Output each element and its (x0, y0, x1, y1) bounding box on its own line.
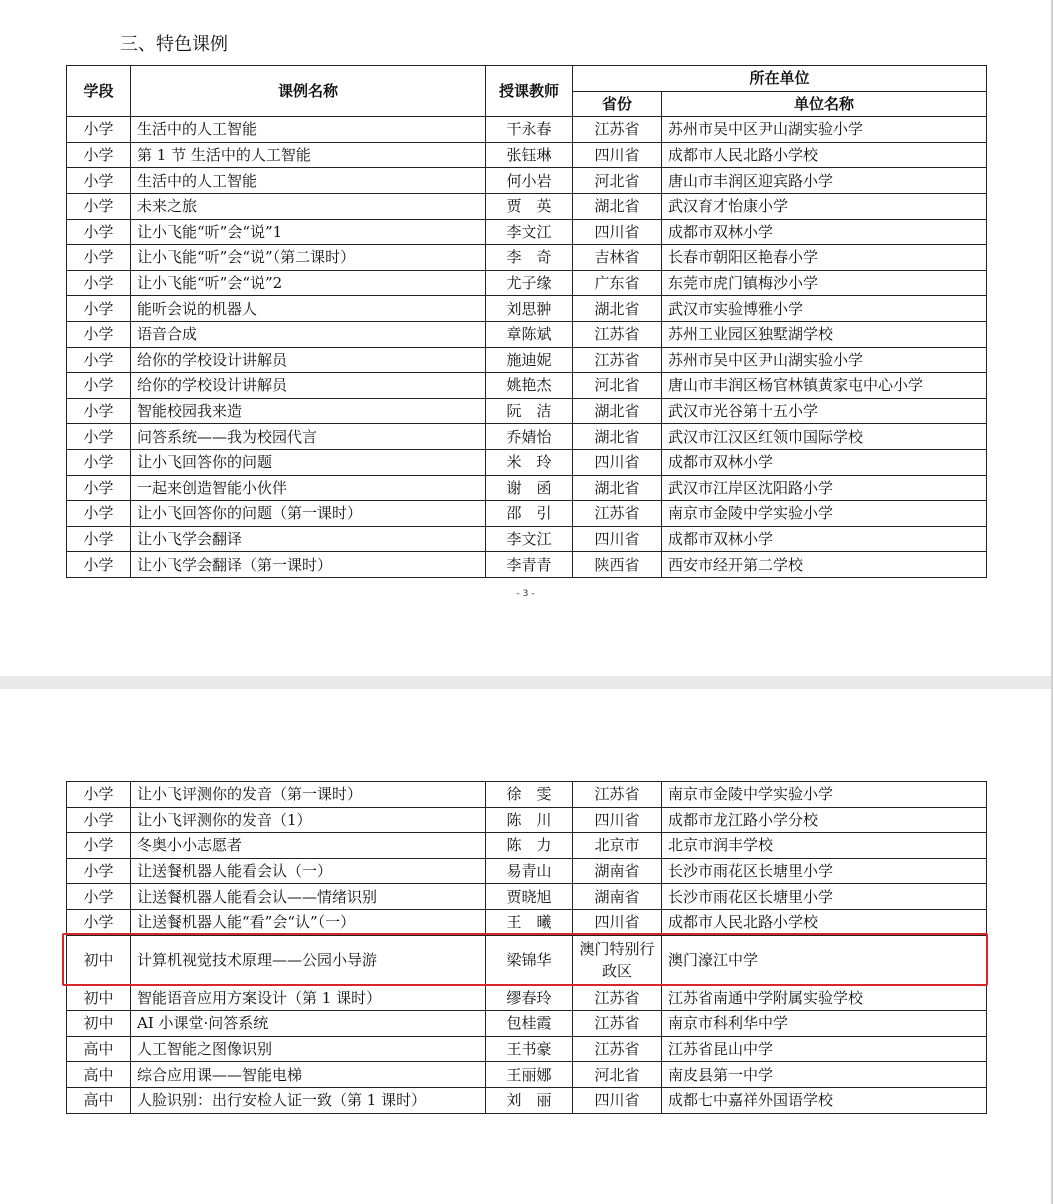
cell-unit-name: 成都七中嘉祥外国语学校 (662, 1087, 987, 1113)
cell-stage: 小学 (67, 193, 131, 219)
table-row (67, 398, 987, 424)
cell-course-name: 综合应用课——智能电梯 (131, 1062, 486, 1088)
cell-course-name: 让送餐机器人能看会认——情绪识别 (131, 884, 486, 910)
cell-course-name: 智能校园我来造 (131, 398, 486, 424)
cell-unit-name: 苏州工业园区独墅湖学校 (662, 321, 987, 347)
cell-province: 江苏省 (573, 501, 662, 527)
cell-stage: 小学 (67, 552, 131, 578)
highlight-annotation-box (62, 933, 988, 986)
cell-course-name: 让小飞回答你的问题 (131, 449, 486, 475)
cell-province: 四川省 (573, 909, 662, 935)
cell-stage: 高中 (67, 1036, 131, 1062)
table-row (67, 858, 987, 884)
cell-unit-name: 南京市科利华中学 (662, 1011, 987, 1037)
table-header-row (67, 66, 987, 92)
cell-unit-name: 澳门濠江中学 (662, 935, 987, 985)
cell-teacher: 陈 川 (486, 807, 573, 833)
cell-province: 江苏省 (573, 782, 662, 808)
cell-unit-name: 江苏省南通中学附属实验学校 (662, 985, 987, 1011)
table-row (67, 884, 987, 910)
cell-stage: 小学 (67, 475, 131, 501)
cell-unit-name: 成都市双林小学 (662, 526, 987, 552)
cell-course-name: 让小飞能“听”会“说”2 (131, 270, 486, 296)
table-row (67, 193, 987, 219)
table-row (67, 296, 987, 322)
cell-unit-name: 武汉育才怡康小学 (662, 193, 987, 219)
header-province: 省份 (573, 91, 662, 117)
cell-course-name: 让送餐机器人能“看”会“认”（一） (131, 909, 486, 935)
cell-teacher: 李文江 (486, 219, 573, 245)
cell-teacher: 李青青 (486, 552, 573, 578)
cell-unit-name: 成都市人民北路小学校 (662, 142, 987, 168)
cell-stage: 高中 (67, 1062, 131, 1088)
table-row (67, 424, 987, 450)
cell-province: 江苏省 (573, 1036, 662, 1062)
cell-unit-name: 南京市金陵中学实验小学 (662, 782, 987, 808)
table-row (67, 501, 987, 527)
cell-course-name: 计算机视觉技术原理——公园小导游 (131, 935, 486, 985)
cell-stage: 小学 (67, 296, 131, 322)
cell-stage: 小学 (67, 245, 131, 271)
cell-stage: 小学 (67, 398, 131, 424)
table-row (67, 475, 987, 501)
cell-stage: 小学 (67, 168, 131, 194)
cell-course-name: 语音合成 (131, 321, 486, 347)
cell-teacher: 张钰琳 (486, 142, 573, 168)
cell-unit-name: 江苏省昆山中学 (662, 1036, 987, 1062)
cell-teacher: 贾 英 (486, 193, 573, 219)
cell-unit-name: 苏州市吴中区尹山湖实验小学 (662, 347, 987, 373)
cell-stage: 小学 (67, 321, 131, 347)
table-row (67, 985, 987, 1011)
cell-stage: 小学 (67, 858, 131, 884)
cell-unit-name: 长沙市雨花区长塘里小学 (662, 884, 987, 910)
cell-province: 河北省 (573, 168, 662, 194)
table-row (67, 552, 987, 578)
cell-unit-name: 长沙市雨花区长塘里小学 (662, 858, 987, 884)
cell-stage: 小学 (67, 526, 131, 552)
cell-stage: 小学 (67, 909, 131, 935)
table-row (67, 909, 987, 935)
cell-stage: 小学 (67, 833, 131, 859)
cell-teacher: 李文江 (486, 526, 573, 552)
table-row (67, 245, 987, 271)
table-row (67, 1087, 987, 1113)
cell-province: 四川省 (573, 526, 662, 552)
cell-province: 湖北省 (573, 424, 662, 450)
table-row (67, 373, 987, 399)
cell-province: 江苏省 (573, 985, 662, 1011)
cell-teacher: 何小岩 (486, 168, 573, 194)
cell-course-name: AI 小课堂·问答系统 (131, 1011, 486, 1037)
cell-course-name: 第 1 节 生活中的人工智能 (131, 142, 486, 168)
cell-stage: 小学 (67, 347, 131, 373)
cell-province: 湖北省 (573, 193, 662, 219)
cell-unit-name: 武汉市实验博雅小学 (662, 296, 987, 322)
cell-province: 吉林省 (573, 245, 662, 271)
cell-province: 江苏省 (573, 117, 662, 143)
cell-province: 湖北省 (573, 296, 662, 322)
cell-unit-name: 苏州市吴中区尹山湖实验小学 (662, 117, 987, 143)
header-course: 课例名称 (131, 66, 486, 117)
table-row (67, 1062, 987, 1088)
cell-unit-name: 武汉市江汉区红领巾国际学校 (662, 424, 987, 450)
featured-lessons-table (66, 65, 987, 578)
cell-teacher: 梁锦华 (486, 935, 573, 985)
cell-course-name: 人工智能之图像识别 (131, 1036, 486, 1062)
cell-course-name: 生活中的人工智能 (131, 168, 486, 194)
cell-province: 河北省 (573, 373, 662, 399)
cell-province: 湖南省 (573, 884, 662, 910)
header-unit-group: 所在单位 (573, 66, 987, 92)
cell-stage: 小学 (67, 117, 131, 143)
cell-stage: 小学 (67, 501, 131, 527)
table-row (67, 168, 987, 194)
section-title: 三、特色课例 (120, 34, 228, 55)
cell-stage: 初中 (67, 935, 131, 985)
cell-teacher: 阮 洁 (486, 398, 573, 424)
page-number: - 3 - (516, 589, 535, 599)
cell-stage: 初中 (67, 1011, 131, 1037)
cell-stage: 初中 (67, 985, 131, 1011)
table-row (67, 117, 987, 143)
cell-course-name: 让小飞学会翻译（第一课时） (131, 552, 486, 578)
cell-course-name: 冬奥小小志愿者 (131, 833, 486, 859)
cell-stage: 高中 (67, 1087, 131, 1113)
cell-province: 四川省 (573, 219, 662, 245)
cell-stage: 小学 (67, 270, 131, 296)
cell-province: 四川省 (573, 1087, 662, 1113)
cell-province: 湖北省 (573, 398, 662, 424)
cell-course-name: 让小飞评测你的发音（第一课时） (131, 782, 486, 808)
cell-province: 江苏省 (573, 1011, 662, 1037)
table-row (67, 321, 987, 347)
cell-course-name: 让小飞评测你的发音（1） (131, 807, 486, 833)
cell-teacher: 邵 引 (486, 501, 573, 527)
header-unit: 单位名称 (662, 91, 987, 117)
cell-course-name: 让小飞能“听”会“说”（第二课时） (131, 245, 486, 271)
table-row (67, 526, 987, 552)
cell-unit-name: 东莞市虎门镇梅沙小学 (662, 270, 987, 296)
cell-stage: 小学 (67, 884, 131, 910)
cell-stage: 小学 (67, 142, 131, 168)
cell-teacher: 王丽娜 (486, 1062, 573, 1088)
cell-course-name: 问答系统——我为校园代言 (131, 424, 486, 450)
table-body (67, 117, 987, 578)
cell-stage: 小学 (67, 449, 131, 475)
table-row (67, 782, 987, 808)
cell-teacher: 王 曦 (486, 909, 573, 935)
cell-course-name: 让小飞学会翻译 (131, 526, 486, 552)
table-row (67, 449, 987, 475)
cell-unit-name: 成都市人民北路小学校 (662, 909, 987, 935)
cell-unit-name: 成都市龙江路小学分校 (662, 807, 987, 833)
cell-province: 河北省 (573, 1062, 662, 1088)
cell-unit-name: 武汉市江岸区沈阳路小学 (662, 475, 987, 501)
table-row (67, 347, 987, 373)
document-page-4 (0, 689, 1051, 1204)
cell-province: 江苏省 (573, 321, 662, 347)
cell-teacher: 缪春玲 (486, 985, 573, 1011)
cell-province: 北京市 (573, 833, 662, 859)
cell-province: 四川省 (573, 807, 662, 833)
cell-unit-name: 唐山市丰润区杨官林镇黄家屯中心小学 (662, 373, 987, 399)
cell-province: 四川省 (573, 142, 662, 168)
cell-course-name: 让小飞回答你的问题（第一课时） (131, 501, 486, 527)
cell-teacher: 刘思翀 (486, 296, 573, 322)
cell-unit-name: 唐山市丰润区迎宾路小学 (662, 168, 987, 194)
cell-course-name: 生活中的人工智能 (131, 117, 486, 143)
cell-teacher: 包桂霞 (486, 1011, 573, 1037)
cell-course-name: 一起来创造智能小伙伴 (131, 475, 486, 501)
cell-teacher: 姚艳杰 (486, 373, 573, 399)
cell-teacher: 徐 雯 (486, 782, 573, 808)
table-row (67, 219, 987, 245)
cell-province: 江苏省 (573, 347, 662, 373)
cell-teacher: 乔婧怡 (486, 424, 573, 450)
cell-province: 四川省 (573, 449, 662, 475)
table-row (67, 807, 987, 833)
table-row (67, 833, 987, 859)
cell-stage: 小学 (67, 373, 131, 399)
cell-unit-name: 南皮县第一中学 (662, 1062, 987, 1088)
table-row (67, 1011, 987, 1037)
cell-stage: 小学 (67, 782, 131, 808)
cell-province: 陕西省 (573, 552, 662, 578)
cell-teacher: 陈 力 (486, 833, 573, 859)
cell-teacher: 刘 丽 (486, 1087, 573, 1113)
cell-stage: 小学 (67, 424, 131, 450)
cell-unit-name: 西安市经开第二学校 (662, 552, 987, 578)
cell-teacher: 贾晓旭 (486, 884, 573, 910)
cell-province: 湖南省 (573, 858, 662, 884)
cell-teacher: 施迪妮 (486, 347, 573, 373)
cell-teacher: 干永春 (486, 117, 573, 143)
table-row (67, 1036, 987, 1062)
header-stage: 学段 (67, 66, 131, 117)
cell-stage: 小学 (67, 807, 131, 833)
cell-teacher: 李 奇 (486, 245, 573, 271)
cell-unit-name: 成都市双林小学 (662, 219, 987, 245)
cell-unit-name: 南京市金陵中学实验小学 (662, 501, 987, 527)
cell-province: 广东省 (573, 270, 662, 296)
header-teacher: 授课教师 (486, 66, 573, 117)
cell-teacher: 尤子缘 (486, 270, 573, 296)
cell-course-name: 给你的学校设计讲解员 (131, 347, 486, 373)
table-row (67, 142, 987, 168)
cell-stage: 小学 (67, 219, 131, 245)
cell-province: 湖北省 (573, 475, 662, 501)
cell-course-name: 智能语音应用方案设计（第 1 课时） (131, 985, 486, 1011)
cell-teacher: 章陈斌 (486, 321, 573, 347)
cell-course-name: 让送餐机器人能看会认（一） (131, 858, 486, 884)
cell-course-name: 能听会说的机器人 (131, 296, 486, 322)
cell-teacher: 王书豪 (486, 1036, 573, 1062)
cell-unit-name: 北京市润丰学校 (662, 833, 987, 859)
cell-course-name: 人脸识别：出行安检人证一致（第 1 课时） (131, 1087, 486, 1113)
cell-teacher: 易青山 (486, 858, 573, 884)
cell-unit-name: 武汉市光谷第十五小学 (662, 398, 987, 424)
cell-course-name: 让小飞能“听”会“说”1 (131, 219, 486, 245)
cell-teacher: 谢 函 (486, 475, 573, 501)
cell-unit-name: 成都市双林小学 (662, 449, 987, 475)
cell-unit-name: 长春市朝阳区艳春小学 (662, 245, 987, 271)
table-row (67, 270, 987, 296)
cell-course-name: 未来之旅 (131, 193, 486, 219)
cell-province-text: 澳门特别行政区 (579, 940, 655, 981)
cell-teacher: 米 玲 (486, 449, 573, 475)
cell-course-name: 给你的学校设计讲解员 (131, 373, 486, 399)
